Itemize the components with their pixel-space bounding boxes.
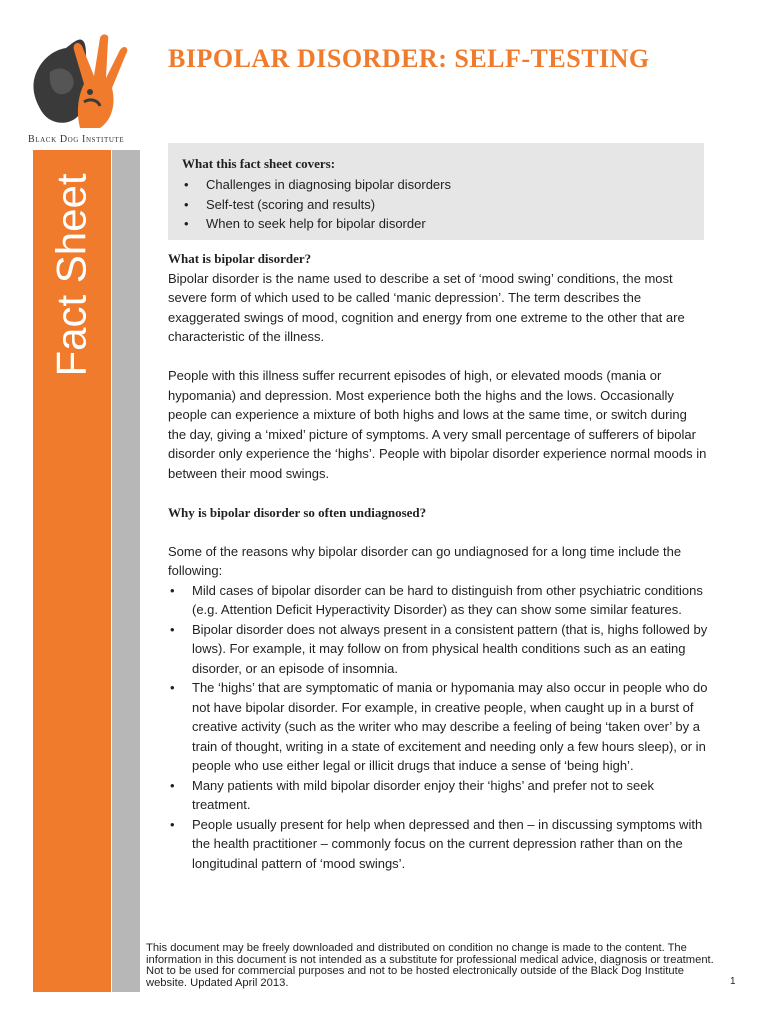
page-title: BIPOLAR DISORDER: SELF-TESTING [168, 44, 650, 73]
paragraph: Bipolar disorder is the name used to describe a set of ‘mood swing’ conditions, the most severe form of which used to be called ‘manic depression’. The term describes the exaggerated swings of mood, cognition and energy from one extreme to the other that are characteristic of the illness. [168, 270, 685, 344]
grey-side-bar [112, 150, 140, 992]
footer-disclaimer: This document may be freely downloaded and distributed on condition no change is made to the content. The information in this document is not intended as a substitute for professional medical advice, diagnosis or treatment. Not to be used for commercial purposes and not to be hosted electronically outside of the Black Dog Institute website. Updated April 2013. [146, 942, 714, 989]
paragraph: Some of the reasons why bipolar disorder can go undiagnosed for a long time include the following: [168, 543, 682, 578]
covers-heading: What this fact sheet covers: [182, 156, 336, 171]
section-heading-undiagnosed: Why is bipolar disorder so often undiagnosed? [168, 504, 427, 520]
list-item: • When to seek help for bipolar disorder [182, 214, 688, 234]
paragraph: People with this illness suffer recurrent episodes of high, or elevated moods (mania or hypomania) and depression. Most experience both the highs and the lows. Occasionally people can experience a mixture of both highs and lows at the same time, or switch during the day, giving a ‘mixed’ picture of symptoms. A very small percentage of sufferers of bipolar disorder only experience the ‘highs’. People with bipolar disorder experience normal moods in between their mood swings. [168, 368, 707, 481]
list-item: • The ‘highs’ that are symptomatic of mania or hypomania may also occur in people who do not have bipolar disorder. For example, in creative people, when caught up in a burst of creative activity (such as the writer who may describe a feeling of being ‘taken over’ by a train of thought, writing in a state of excitement and needing only a few hours sleep), or in people who use either legal or illicit drugs that induce a sense of ‘being high’. [168, 678, 708, 776]
list-item: • People usually present for help when depressed and then – in discussing symptoms with the health practitioner – commonly focus on the current depression rather than on the longitudinal pattern of ‘mood swings’. [168, 815, 708, 874]
black-dog-logo-icon [28, 32, 146, 132]
list-item: • Self-test (scoring and results) [182, 195, 688, 215]
covers-box [168, 143, 704, 240]
covers-list [182, 175, 688, 234]
fact-sheet-label [33, 150, 111, 400]
list-item: • Bipolar disorder does not always present in a consistent pattern (that is, highs followed by lows). For example, it may follow on from physical health conditions such as an eating disorder, or an episode of insomnia. [168, 620, 708, 679]
fact-sheet-text: Fact Sheet [48, 173, 96, 377]
list-item: • Challenges in diagnosing bipolar disorders [182, 175, 688, 195]
org-name: Black Dog Institute [28, 134, 125, 145]
main-content [168, 249, 708, 873]
reasons-list [168, 581, 708, 874]
list-item: • Mild cases of bipolar disorder can be hard to distinguish from other psychiatric conditions (e.g. Attention Deficit Hyperactivity Disorder) as they can show some similar features. [168, 581, 708, 620]
list-item: • Many patients with mild bipolar disorder enjoy their ‘highs’ and prefer not to seek treatment. [168, 776, 708, 815]
section-heading-what-is: What is bipolar disorder? [168, 251, 312, 266]
page-number: 1 [730, 976, 736, 987]
